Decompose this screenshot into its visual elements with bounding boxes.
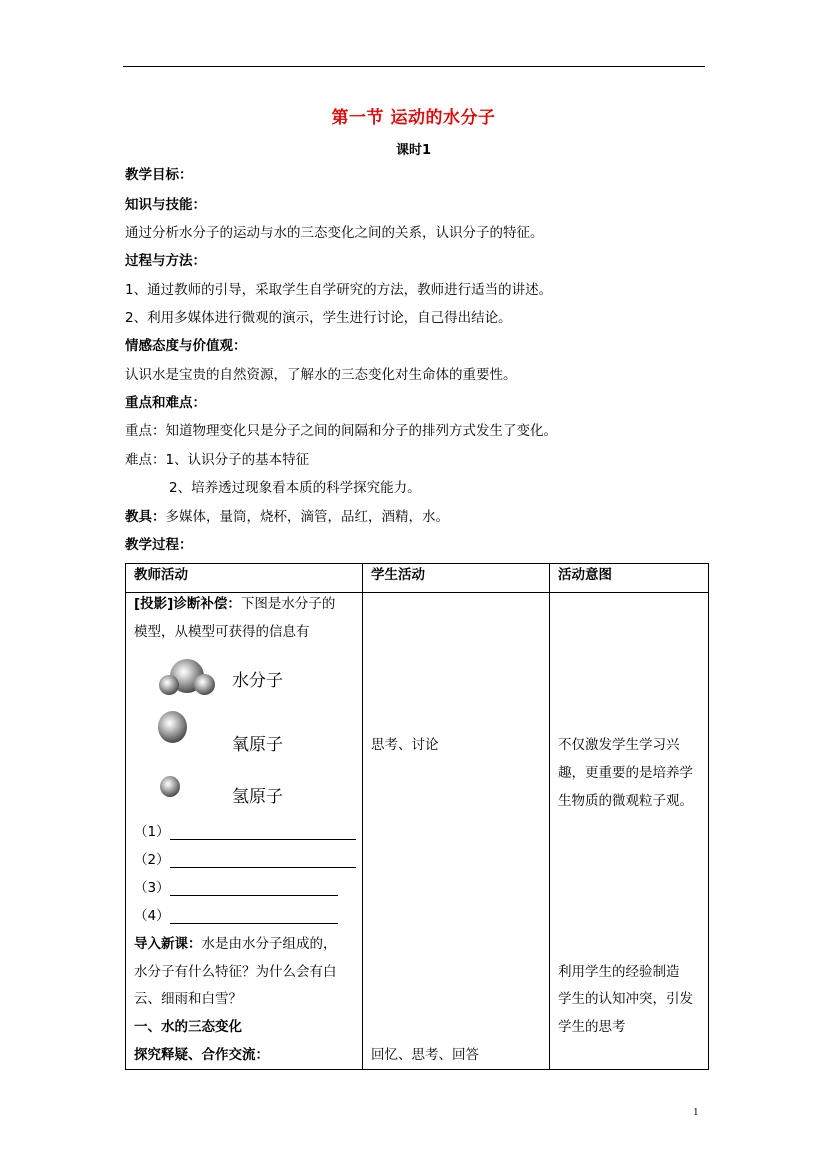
hydrogen-atom-icon: [194, 674, 215, 695]
projection-label: [投影]诊断补偿：: [134, 596, 241, 612]
intro-text-2: 水分子有什么特征？为什么会有白: [134, 964, 337, 980]
knowledge-text: 通过分析水分子的运动与水的三态变化之间的关系，认识分子的特征。: [125, 225, 544, 241]
header-teacher: 教师活动: [126, 564, 363, 593]
answer-blank-4: [170, 923, 338, 924]
oxygen-atom-legend-icon: [158, 711, 187, 743]
intro-label: 导入新课：: [134, 936, 202, 952]
explore-heading: 探究释疑、合作交流：: [134, 1047, 269, 1063]
table-header-row: [126, 564, 709, 593]
intent-2-line-1: 利用学生的经验制造: [558, 964, 680, 980]
header-intent: 活动意图: [550, 564, 709, 593]
process-item-1: 1、通过教师的引导，采取学生自学研究的方法，教师进行适当的讲述。: [125, 282, 553, 298]
legend-oxygen-label: 氧原子: [232, 735, 283, 755]
procedure-heading: 教学过程：: [125, 537, 193, 553]
answer-blank-1: [170, 839, 356, 840]
intro-text-3: 云、细雨和白雪？: [134, 991, 242, 1007]
difficult-point-1: 难点：1、认识分子的基本特征: [125, 452, 310, 468]
key-point: 重点：知道物理变化只是分子之间的间隔和分子的排列方式发生了变化。: [125, 423, 557, 439]
legend-water-label: 水分子: [232, 671, 283, 691]
process-item-2: 2、利用多媒体进行微观的演示，学生进行讨论，自己得出结论。: [125, 310, 512, 326]
projection-line: [134, 595, 335, 613]
table-row: [126, 593, 709, 1070]
document-title: 第一节 运动的水分子: [331, 108, 496, 128]
emotion-text: 认识水是宝贵的自然资源，了解水的三态变化对生命体的重要性。: [125, 367, 517, 383]
blank-1-label: （1）: [134, 824, 170, 840]
student-activity-2: 回忆、思考、回答: [371, 1047, 479, 1063]
key-heading: 重点和难点：: [125, 395, 206, 411]
knowledge-heading: 知识与技能：: [125, 197, 206, 213]
legend-hydrogen-label: 氢原子: [232, 787, 283, 807]
tools-line: [125, 508, 449, 526]
objectives-heading: 教学目标：: [125, 167, 193, 183]
page-number: 1: [693, 1106, 699, 1118]
answer-blank-3: [170, 895, 338, 896]
projection-text: 下图是水分子的: [240, 596, 336, 612]
procedure-table: [125, 563, 709, 1070]
teacher-cell: [126, 593, 363, 1070]
document-subtitle: 课时1: [395, 143, 432, 158]
blank-2-label: （2）: [134, 852, 170, 868]
intent-cell: [550, 593, 709, 1070]
blank-4-label: （4）: [134, 908, 170, 924]
projection-text-2: 模型，从模型可获得的信息有: [134, 624, 310, 640]
section-heading: 一、水的三态变化: [134, 1019, 242, 1035]
blank-3-label: （3）: [134, 880, 170, 896]
tools-label: 教具：: [125, 509, 166, 525]
intent-1-line-2: 趣，更重要的是培养学: [558, 765, 693, 781]
intro-line: [134, 935, 337, 953]
hydrogen-atom-icon: [159, 675, 179, 695]
student-cell: [363, 593, 550, 1070]
hydrogen-atom-legend-icon: [160, 776, 180, 797]
header-rule: [123, 66, 705, 67]
intro-text: 水是由水分子组成的，: [201, 936, 337, 952]
intent-2-line-2: 学生的认知冲突，引发: [558, 991, 693, 1007]
answer-blank-2: [170, 867, 356, 868]
difficult-point-2: 2、培养透过现象看本质的科学探究能力。: [169, 480, 421, 496]
emotion-heading: 情感态度与价值观：: [125, 338, 247, 354]
tools-text: 多媒体，量筒，烧杯，滴管，品红，酒精，水。: [165, 509, 449, 525]
intent-2-line-3: 学生的思考: [558, 1019, 626, 1035]
intent-1-line-3: 生物质的微观粒子观。: [558, 793, 693, 809]
process-heading: 过程与方法：: [125, 253, 206, 269]
student-activity-1: 思考、讨论: [371, 737, 439, 753]
intent-1-line-1: 不仅激发学生学习兴: [558, 737, 680, 753]
header-student: 学生活动: [363, 564, 550, 593]
